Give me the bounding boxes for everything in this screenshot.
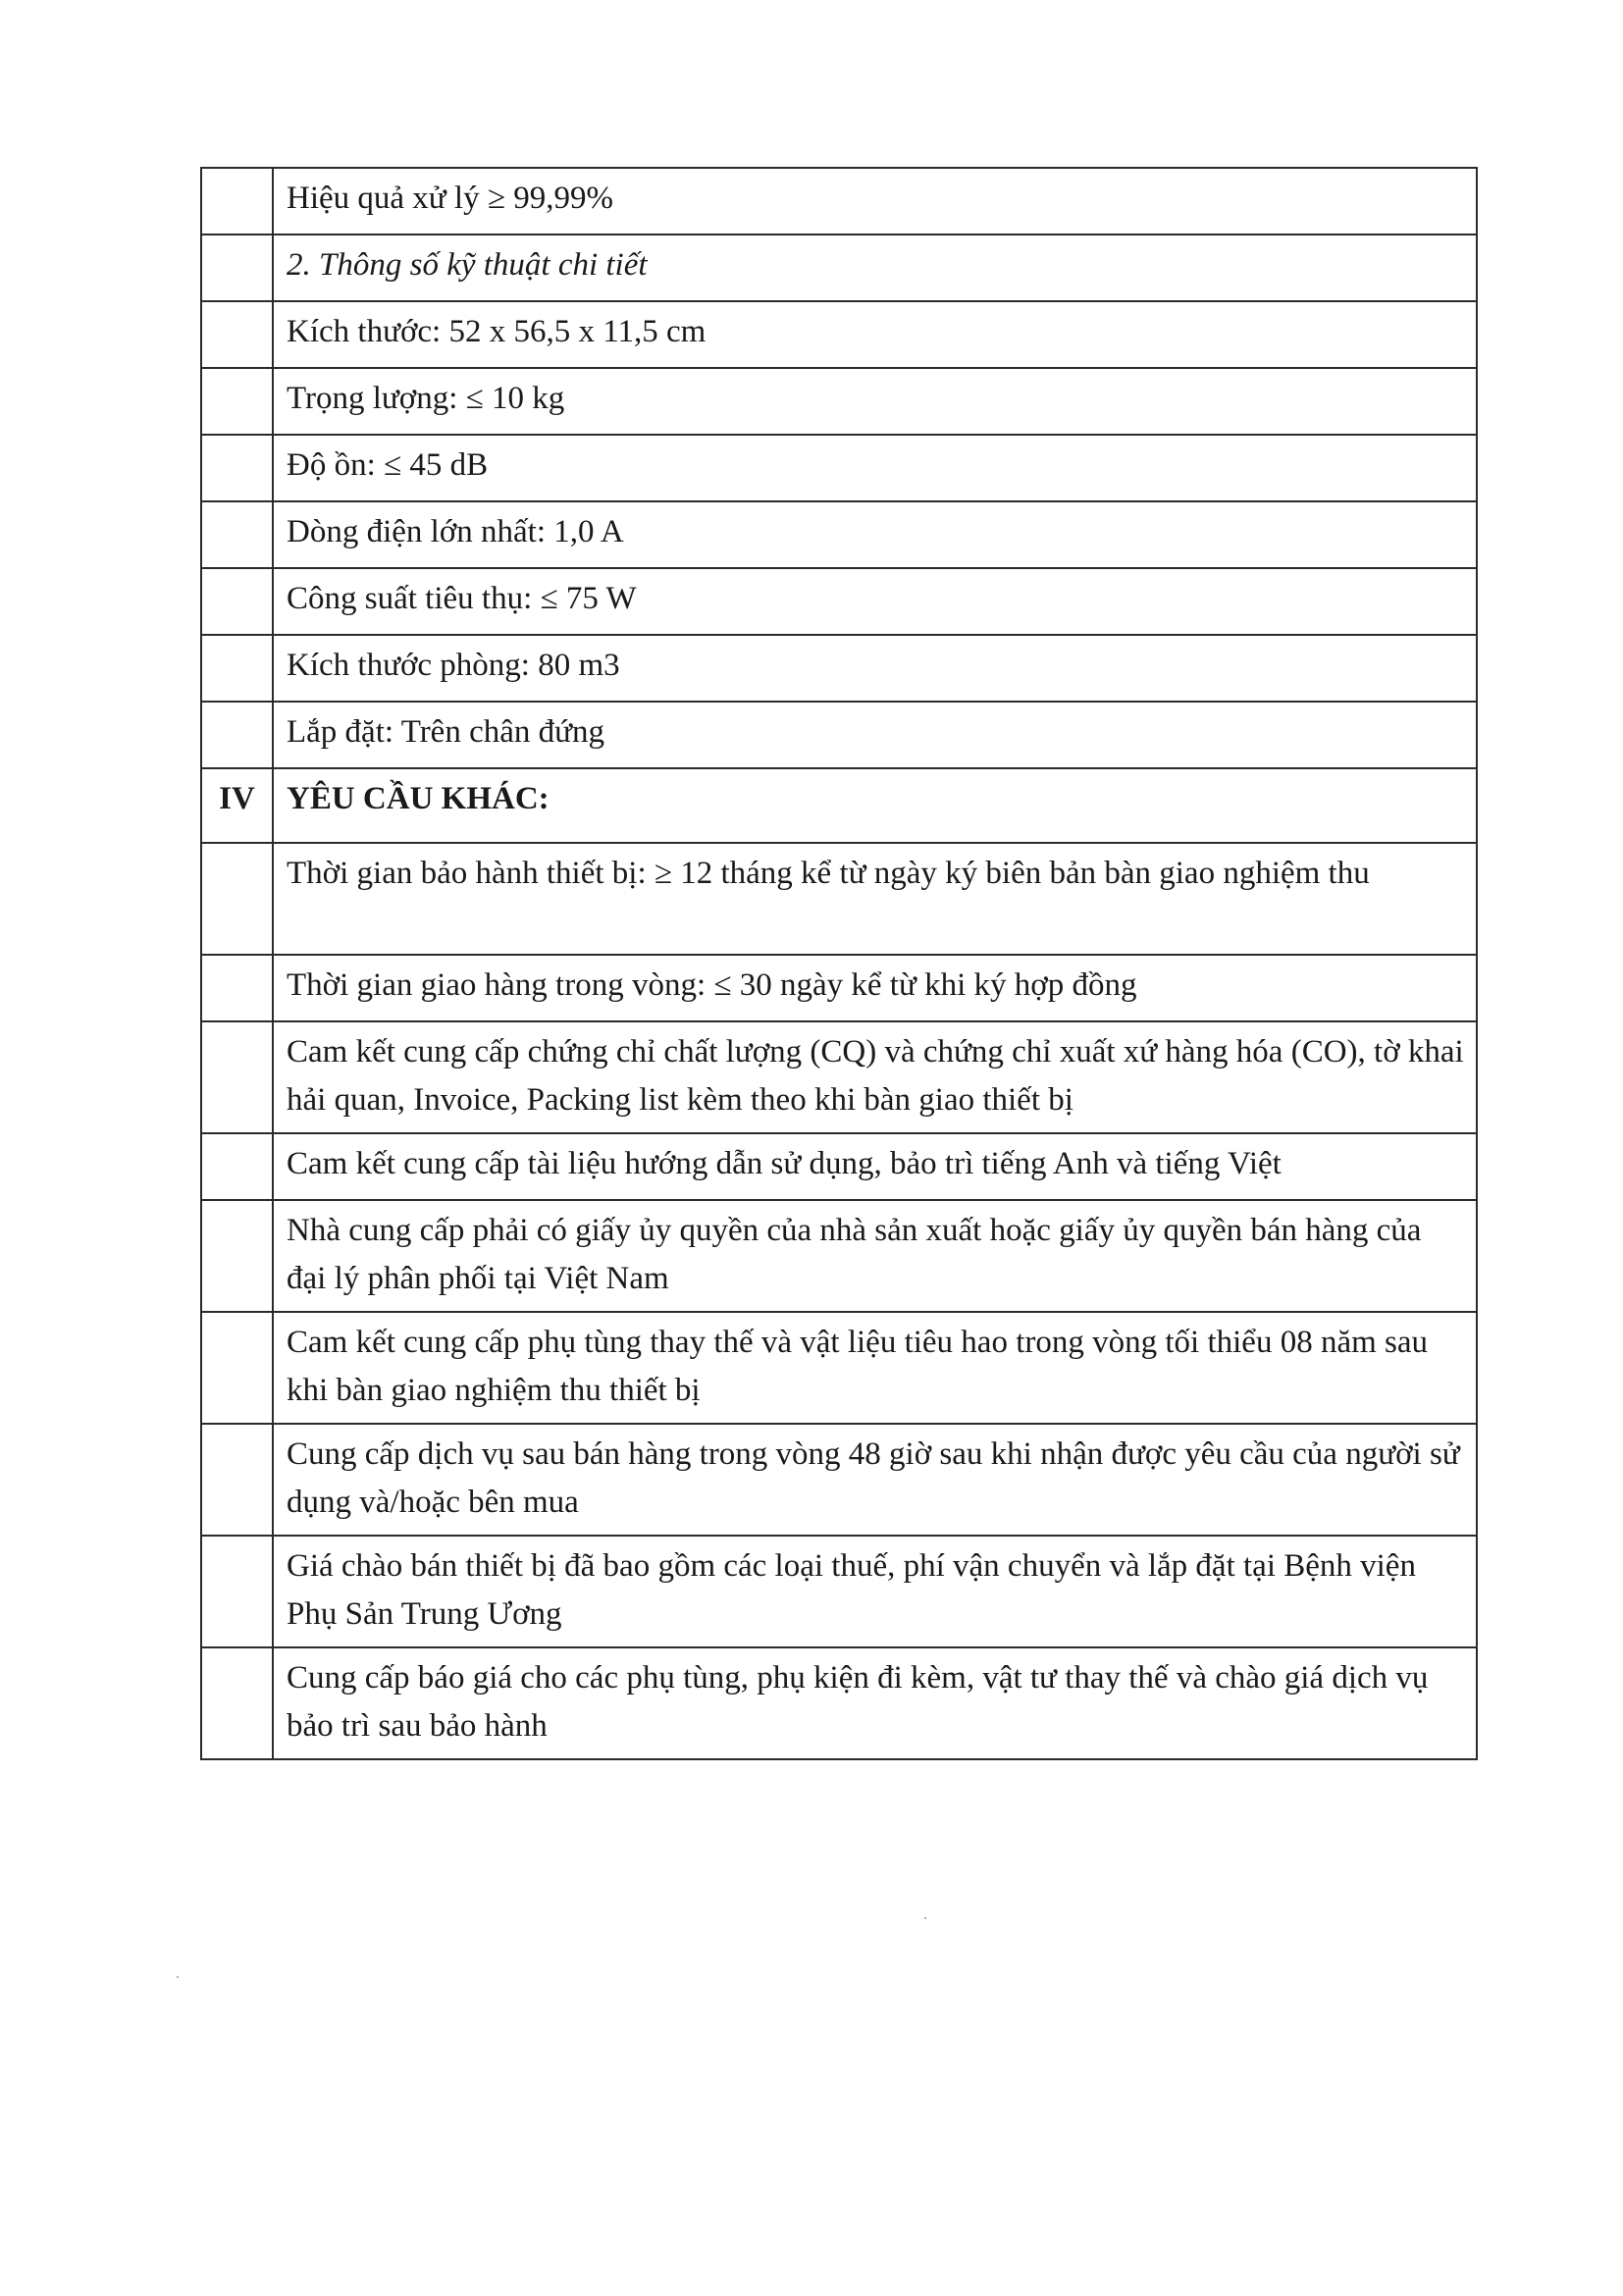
row-text: Công suất tiêu thụ: ≤ 75 W [273,568,1477,635]
row-text: Trọng lượng: ≤ 10 kg [273,368,1477,435]
row-text: Thời gian giao hàng trong vòng: ≤ 30 ngày kể từ khi ký hợp đồng [273,955,1477,1021]
row-number [201,501,273,568]
table-row [201,1647,1477,1759]
row-number [201,301,273,368]
table-row [201,955,1477,1021]
table-row [201,368,1477,435]
table-row [201,1133,1477,1200]
row-number [201,843,273,955]
row-number [201,1200,273,1312]
row-number [201,1021,273,1133]
row-number [201,235,273,301]
table-row [201,702,1477,768]
row-text: Kích thước phòng: 80 m3 [273,635,1477,702]
scan-speck [177,1976,179,1978]
row-text: Cam kết cung cấp chứng chỉ chất lượng (CQ) và chứng chỉ xuất xứ hàng hóa (CO), tờ khai hải quan, Invoice, Packing list kèm theo khi bàn giao thiết bị [273,1021,1477,1133]
table-row [201,235,1477,301]
row-number [201,1536,273,1647]
row-number [201,568,273,635]
row-number [201,702,273,768]
row-number [201,435,273,501]
section-number: IV [201,768,273,843]
row-number [201,955,273,1021]
row-text: Cam kết cung cấp tài liệu hướng dẫn sử dụng, bảo trì tiếng Anh và tiếng Việt [273,1133,1477,1200]
table-row [201,301,1477,368]
row-number [201,1647,273,1759]
row-text: Độ ồn: ≤ 45 dB [273,435,1477,501]
row-text: Cung cấp báo giá cho các phụ tùng, phụ kiện đi kèm, vật tư thay thế và chào giá dịch vụ bảo trì sau bảo hành [273,1647,1477,1759]
row-text: Hiệu quả xử lý ≥ 99,99% [273,168,1477,235]
table-row [201,843,1477,955]
row-text: Dòng điện lớn nhất: 1,0 A [273,501,1477,568]
row-text: Kích thước: 52 x 56,5 x 11,5 cm [273,301,1477,368]
table-row [201,168,1477,235]
table-row [201,568,1477,635]
table-row [201,1424,1477,1536]
table-row [201,1021,1477,1133]
table-row [201,435,1477,501]
spec-table [200,167,1478,1760]
table-row [201,1536,1477,1647]
row-text: Thời gian bảo hành thiết bị: ≥ 12 tháng kể từ ngày ký biên bản bàn giao nghiệm thu [273,843,1477,955]
scan-speck [924,1917,926,1919]
table-row [201,1312,1477,1424]
section-row [201,768,1477,843]
table-row [201,501,1477,568]
row-number [201,368,273,435]
table-row [201,635,1477,702]
row-text: Lắp đặt: Trên chân đứng [273,702,1477,768]
table-row [201,1200,1477,1312]
row-number [201,1312,273,1424]
section-heading: YÊU CẦU KHÁC: [273,768,1477,843]
section-subheading: 2. Thông số kỹ thuật chi tiết [273,235,1477,301]
row-number [201,1424,273,1536]
row-text: Cung cấp dịch vụ sau bán hàng trong vòng 48 giờ sau khi nhận được yêu cầu của người sử dụng và/hoặc bên mua [273,1424,1477,1536]
row-number [201,1133,273,1200]
row-text: Cam kết cung cấp phụ tùng thay thế và vật liệu tiêu hao trong vòng tối thiểu 08 năm sau khi bàn giao nghiệm thu thiết bị [273,1312,1477,1424]
row-number [201,168,273,235]
row-text: Nhà cung cấp phải có giấy ủy quyền của nhà sản xuất hoặc giấy ủy quyền bán hàng của đại lý phân phối tại Việt Nam [273,1200,1477,1312]
row-text: Giá chào bán thiết bị đã bao gồm các loại thuế, phí vận chuyển và lắp đặt tại Bệnh viện Phụ Sản Trung Ương [273,1536,1477,1647]
row-number [201,635,273,702]
